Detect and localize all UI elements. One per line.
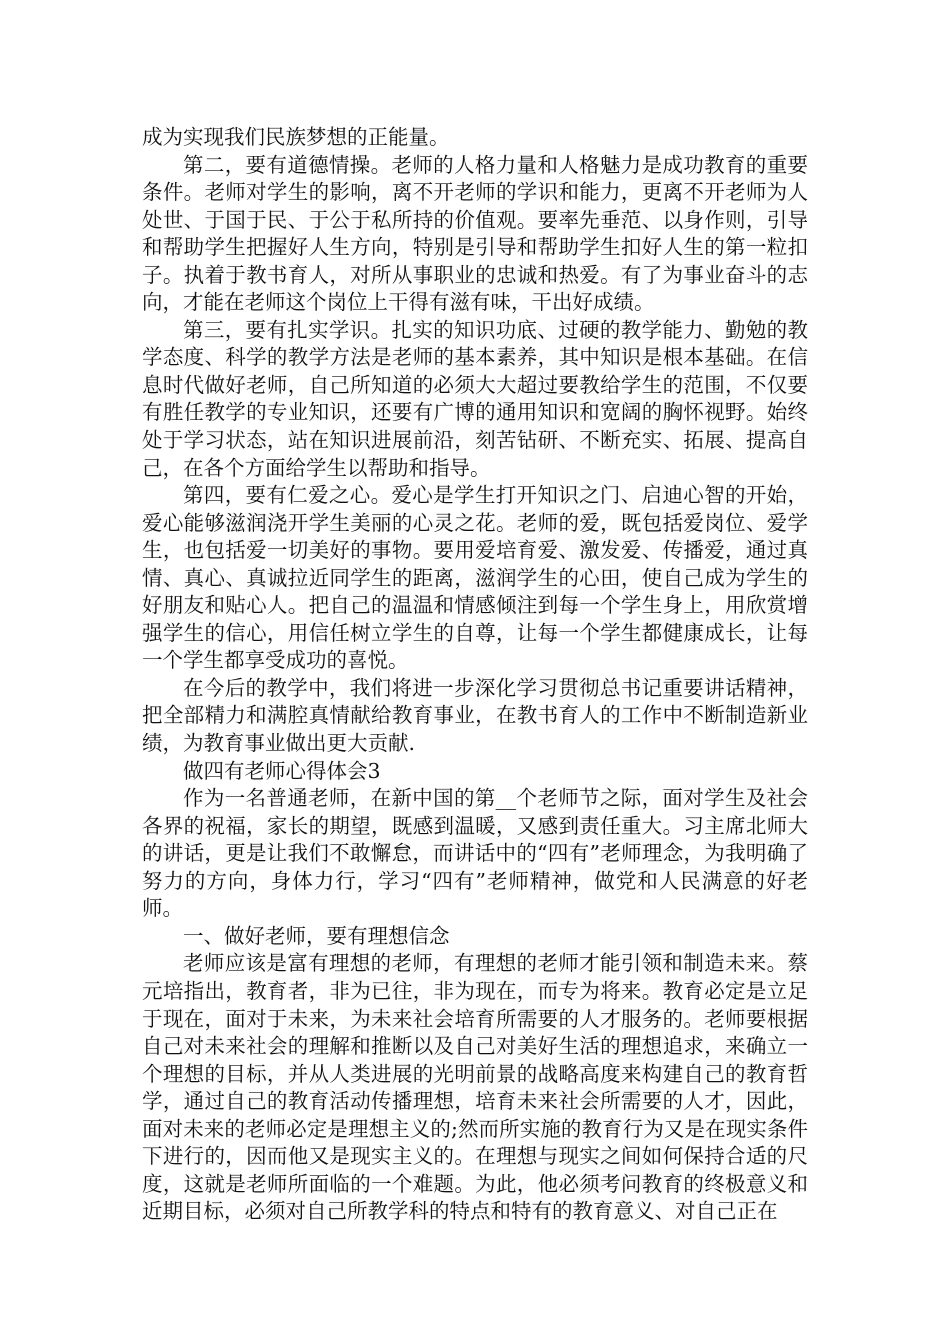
- paragraph-9: 老师应该是富有理想的老师，有理想的老师才能引领和制造未来。蔡元培指出，教育者，非为已往，非为现在，而专为将来。教育必定是立足于现在，面对于未来，为未来社会培育所需要的人才服务的。老师要根据自己对未来社会的理解和推断以及自己对美好生活的理想追求，来确立一个理想的目标，并从人类进展的光明前景的战略高度来构建自己的教育哲学，通过自己的教育活动传播理想，培育未来社会所需要的人才，因此，面对未来的老师必定是理想主义的;然而所实施的教育行为又是在现实条件下进行的，因而他又是现实主义的。在理想与现实之间如何保持合适的尺度，这就是老师所面临的一个难题。为此，他必须考问教育的终极意义和近期目标，必须对自己所教学科的特点和特有的教育意义、对自己正在: [142, 951, 808, 1224]
- paragraph-7: 作为一名普通老师，在新中国的第__个老师节之际，面对学生及社会各界的祝福，家长的期望，既感到温暖，又感到责任重大。习主席北师大的讲话，更是让我们不敢懈怠，而讲话中的“四有”老师理念，为我明确了努力的方向，身体力行，学习“四有”老师精神，做党和人民满意的好老师。: [142, 786, 808, 921]
- paragraph-1: 成为实现我们民族梦想的正能量。: [142, 125, 450, 149]
- subheading: 一、做好老师，要有理想信念: [183, 923, 450, 948]
- paragraph-5: 在今后的教学中，我们将进一步深化学习贯彻总书记重要讲话精神，把全部精力和满腔真情献给教育事业，在教书育人的工作中不断制造新业绩，为教育事业做出更大贡献.: [142, 675, 808, 756]
- paragraph-3: 第三，要有扎实学识。扎实的知识功底、过硬的教学能力、勤勉的教学态度、科学的教学方法是老师的基本素养，其中知识是根本基础。在信息时代做好老师，自己所知道的必须大大超过要教给学生的范围，不仅要有胜任教学的专业知识，还要有广博的通用知识和宽阔的胸怀视野。始终处于学习状态，站在知识进展前沿，刻苦钻研、不断充实、拓展、提高自己，在各个方面给学生以帮助和指导。: [142, 317, 808, 480]
- section-heading: 做四有老师心得体会3: [183, 758, 381, 783]
- paragraph-2: 第二，要有道德情操。老师的人格力量和人格魅力是成功教育的重要条件。老师对学生的影响，离不开老师的学识和能力，更离不开老师为人处世、于国于民、于公于私所持的价值观。要率先垂范、以身作则，引导和帮助学生把握好人生方向，特别是引导和帮助学生扣好人生的第一粒扣子。执着于教书育人，对所从事职业的忠诚和热爱。有了为事业奋斗的志向，才能在老师这个岗位上干得有滋有味，干出好成绩。: [142, 152, 808, 315]
- paragraph-4: 第四，要有仁爱之心。爱心是学生打开知识之门、启迪心智的开始，爱心能够滋润浇开学生美丽的心灵之花。老师的爱，既包括爱岗位、爱学生，也包括爱一切美好的事物。要用爱培育爱、激发爱、传播爱，通过真情、真心、真诚拉近同学生的距离，滋润学生的心田，使自己成为学生的好朋友和贴心人。把自己的温温和情感倾注到每一个学生身上，用欣赏增强学生的信心，用信任树立学生的自尊，让每一个学生都健康成长，让每一个学生都享受成功的喜悦。: [142, 483, 808, 673]
- document-page: [142, 124, 808, 1226]
